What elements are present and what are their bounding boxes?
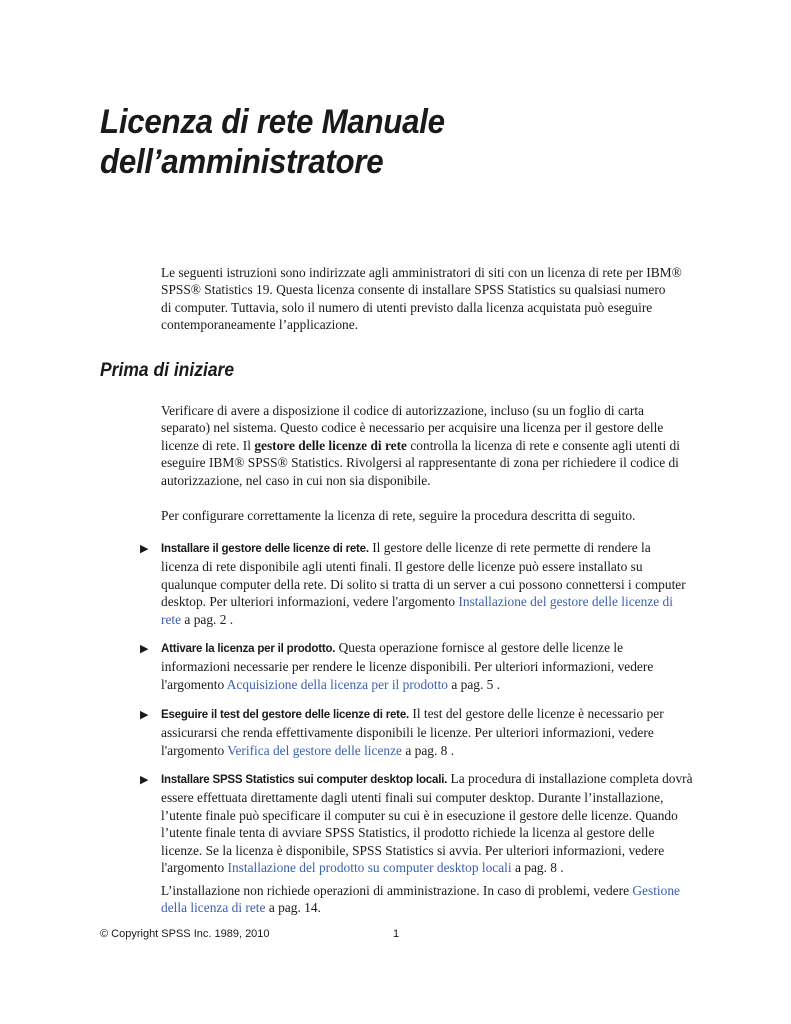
paragraph-line bbox=[161, 882, 701, 899]
title-line-2: dell’amministratore bbox=[100, 143, 384, 181]
text-run: L’installazione non richiede operazioni di amministrazione. In caso di problemi, vedere bbox=[161, 883, 633, 898]
text-run: Il test del gestore delle licenze è necessario per bbox=[409, 706, 664, 721]
intro-paragraph bbox=[161, 264, 701, 334]
step-lead: Installare SPSS Statistics sui computer desktop locali. bbox=[161, 774, 448, 786]
text-run: a pag. 2 . bbox=[181, 611, 234, 627]
text-run: Questa operazione fornisce al gestore delle licenze le bbox=[335, 640, 624, 655]
intro-line: contemporaneamente l’applicazione. bbox=[161, 317, 359, 333]
bullet-arrow-icon: ▶ bbox=[140, 643, 149, 655]
paragraph-line: autorizzazione, nel caso in cui non sia disponibile. bbox=[161, 472, 431, 488]
page-number: 1 bbox=[393, 928, 400, 940]
text-run: a pag. 5 . bbox=[448, 676, 501, 692]
link-license-management-cont[interactable]: della licenza di rete bbox=[161, 900, 266, 916]
paragraph-line: licenze. Se la licenza è disponibile, SPSS Statistics si avvia. Per ulteriori informazioni, vedere bbox=[161, 842, 665, 858]
text-run: desktop. Per ulteriori informazioni, vedere l'argomento bbox=[161, 594, 459, 610]
step-activate-license bbox=[161, 639, 701, 693]
paragraph-line bbox=[161, 742, 701, 759]
text-run: controlla la licenza di rete e consente agli utenti di bbox=[407, 437, 680, 453]
paragraph-line bbox=[161, 539, 701, 558]
paragraph-line: assicurarsi che renda effettivamente disponibili le licenze. Per ulteriori informazioni, vedere bbox=[161, 725, 654, 741]
intro-line: di computer. Tuttavia, solo il numero di utenti previsto dalla licenza acquistata può eseguire bbox=[161, 299, 653, 315]
copyright-notice: © Copyright SPSS Inc. 1989, 2010 bbox=[100, 928, 270, 940]
link-license-acquisition[interactable]: Acquisizione della licenza per il prodotto bbox=[226, 676, 449, 692]
section-heading: Prima di iniziare bbox=[100, 360, 235, 381]
link-license-management[interactable]: Gestione bbox=[632, 883, 680, 898]
text-run: licenze di rete. Il bbox=[161, 437, 255, 453]
intro-line: Le seguenti istruzioni sono indirizzate agli amministratori di siti con un licenza di rete per IBM® bbox=[161, 265, 682, 280]
text-run: Il gestore delle licenze di rete permette di rendere la bbox=[368, 540, 651, 555]
bullet-arrow-icon: ▶ bbox=[140, 543, 149, 555]
paragraph-line: informazioni necessarie per rendere le licenze disponibili. Per ulteriori informazioni, vedere bbox=[161, 659, 654, 675]
paragraph-line: l’utente finale può specificare il computer su cui è in esecuzione il gestore delle licenze. Quando bbox=[161, 807, 678, 823]
paragraph-line bbox=[161, 899, 701, 916]
text-run: La procedura di installazione completa dovrà bbox=[447, 771, 693, 786]
paragraph-line bbox=[161, 437, 701, 454]
paragraph-line: eseguire IBM® SPSS® Statistics. Rivolgersi al rappresentante di zona per richiedere il codice di bbox=[161, 455, 679, 471]
title-line-1: Licenza di rete Manuale bbox=[100, 103, 445, 141]
paragraph-line bbox=[161, 859, 701, 876]
paragraph-line bbox=[161, 705, 701, 724]
paragraph-line: l’utente finale tenta di avviare SPSS Statistics, il prodotto richiede la licenza al gestore delle bbox=[161, 825, 655, 841]
paragraph-line: separato) nel sistema. Questo codice è necessario per acquisire una licenza per il gestore delle bbox=[161, 420, 664, 436]
bullet-arrow-icon: ▶ bbox=[140, 774, 149, 786]
text-run: a pag. 14. bbox=[265, 900, 321, 916]
paragraph-line: licenza di rete disponibile agli utenti finali. Il gestore delle licenze può essere installato su bbox=[161, 559, 643, 575]
step-lead: Attivare la licenza per il prodotto. bbox=[161, 643, 336, 655]
prerequisites-paragraph bbox=[161, 402, 701, 489]
text-run: l'argomento bbox=[161, 860, 228, 876]
closing-paragraph bbox=[161, 882, 701, 917]
term-license-manager: gestore delle licenze di rete bbox=[254, 437, 408, 453]
step-install-license-manager bbox=[161, 539, 701, 628]
link-verify-license-manager[interactable]: Verifica del gestore delle licenze bbox=[227, 742, 402, 758]
paragraph-line bbox=[161, 639, 701, 658]
link-install-license-manager-cont[interactable]: rete bbox=[161, 611, 182, 627]
paragraph-line bbox=[161, 676, 701, 693]
text-run: l'argomento bbox=[161, 676, 227, 692]
bullet-arrow-icon: ▶ bbox=[140, 709, 149, 721]
paragraph-line bbox=[161, 593, 701, 610]
link-install-license-manager[interactable]: Installazione del gestore delle licenze di bbox=[458, 594, 673, 610]
paragraph-line: Verificare di avere a disposizione il codice di autorizzazione, incluso (su un foglio di carta bbox=[161, 403, 644, 418]
procedure-intro: Per configurare correttamente la licenza di rete, seguire la procedura descritta di seguito. bbox=[161, 508, 636, 523]
text-run: l'argomento bbox=[161, 742, 228, 758]
paragraph-line bbox=[161, 770, 701, 789]
text-run: a pag. 8 . bbox=[402, 742, 455, 758]
paragraph-line bbox=[161, 611, 701, 628]
step-lead: Installare il gestore delle licenze di rete. bbox=[161, 543, 369, 555]
text-run: a pag. 8 . bbox=[511, 860, 564, 876]
step-lead: Eseguire il test del gestore delle licenze di rete. bbox=[161, 709, 410, 721]
link-install-desktop[interactable]: Installazione del prodotto su computer desktop locali bbox=[227, 860, 512, 876]
paragraph-line: essere effettuata direttamente dagli utenti finali sui computer desktop. Durante l’installazione, bbox=[161, 790, 664, 806]
intro-line: SPSS® Statistics 19. Questa licenza consente di installare SPSS Statistics su qualsiasi numero bbox=[161, 282, 666, 298]
step-test-license-manager bbox=[161, 705, 701, 759]
paragraph-line: qualunque computer della rete. Di solito si tratta di un server a cui possono connettersi i computer bbox=[161, 576, 686, 592]
document-title bbox=[100, 102, 670, 182]
step-install-desktop bbox=[161, 770, 701, 876]
